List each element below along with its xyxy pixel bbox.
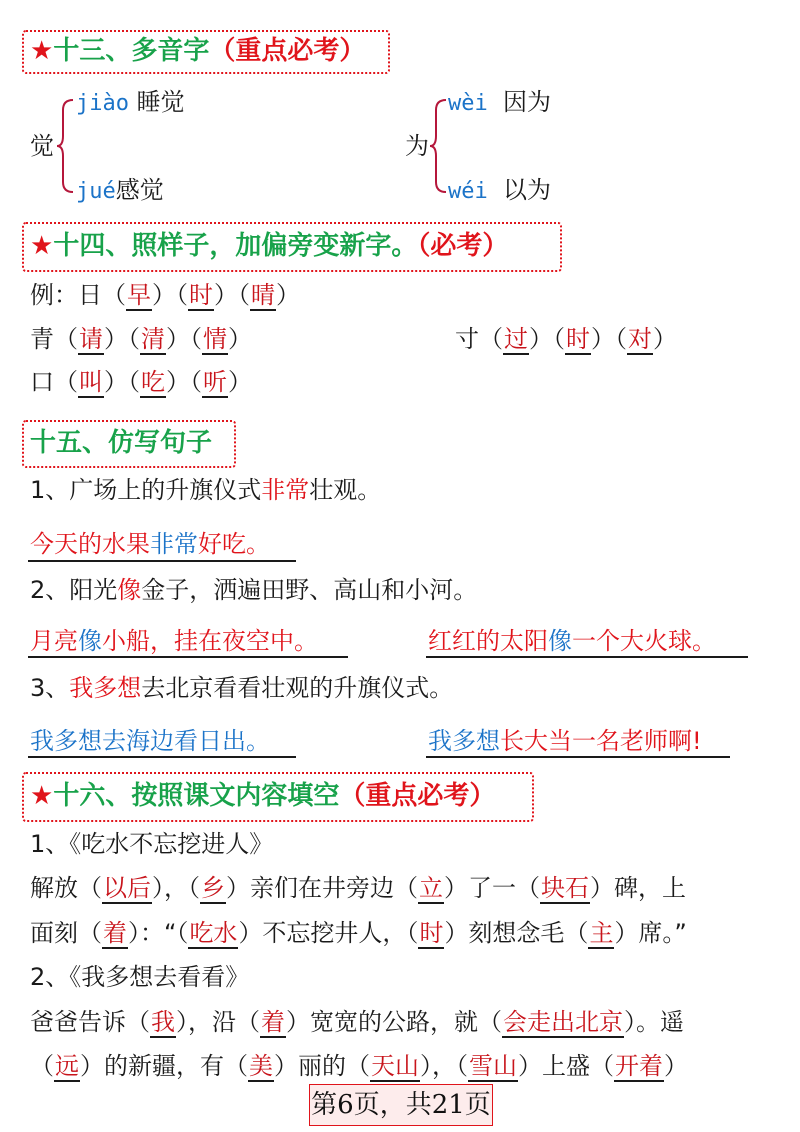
answer-underline: [426, 656, 748, 658]
answer-underline: [28, 656, 348, 658]
q2-answer-1: 月亮像小船，挂在夜空中。: [30, 627, 318, 655]
section-14-title: ★十四、照样子，加偏旁变新字。（必考）: [30, 231, 509, 261]
section-15-title: 十五、仿写句子: [30, 428, 213, 458]
q2-sentence: 2、阳光像金子，洒遍田野、高山和小河。: [30, 576, 478, 604]
reading-wei2: wéi 以为: [448, 176, 552, 204]
brace-wei: [428, 96, 448, 196]
q1-answer: 今天的水果非常好吃。: [30, 530, 270, 558]
polyphone-char-wei: 为: [405, 132, 429, 160]
star-icon: ★: [30, 36, 54, 66]
reading-jiao: jiào 睡觉: [76, 88, 185, 116]
passage-2-line-1: 爸爸告诉（我），沿（着）宽宽的公路，就（会走出北京）。遥: [30, 1008, 684, 1036]
passage-2-line-2: （远）的新疆，有（美）丽的（天山），（雪山）上盛（开着）: [30, 1052, 688, 1080]
polyphone-char-jue: 觉: [30, 132, 54, 160]
radical-row-cun: 寸（过）（时）（对）: [455, 325, 677, 353]
brace-jue: [55, 96, 75, 196]
q3-answer-2: 我多想长大当一名老师啊!: [428, 727, 702, 755]
star-icon: ★: [30, 781, 54, 811]
passage-1-title: 1、《吃水不忘挖进人》: [30, 830, 274, 858]
passage-2-title: 2、《我多想去看看》: [30, 963, 250, 991]
section-13-title: ★十三、多音字（重点必考）: [30, 36, 366, 66]
q3-sentence: 3、我多想去北京看看壮观的升旗仪式。: [30, 674, 454, 702]
reading-jue: jué感觉: [76, 176, 164, 204]
answer-underline: [28, 560, 296, 562]
q1-sentence: 1、广场上的升旗仪式非常壮观。: [30, 476, 382, 504]
passage-1-line-1: 解放（以后），（乡）亲们在井旁边（立）了一（块石）碑，上: [30, 874, 686, 902]
passage-1-line-2: 面刻（着）：“（吃水）不忘挖井人，（时）刻想念毛（主）席。”: [30, 919, 687, 947]
q3-answer-1: 我多想去海边看日出。: [30, 727, 270, 755]
q2-answer-2: 红红的太阳像一个大火球。: [428, 627, 716, 655]
section-16-title: ★十六、按照课文内容填空（重点必考）: [30, 781, 496, 811]
answer-underline: [426, 756, 730, 758]
radical-row-kou: 口（叫）（吃）（听）: [30, 368, 252, 396]
reading-wei4: wèi 因为: [448, 88, 552, 116]
answer-underline: [28, 756, 296, 758]
radical-row-qing: 青（请）（清）（情）: [30, 325, 252, 353]
page-number: 第6页，共21页: [309, 1084, 493, 1126]
star-icon: ★: [30, 231, 54, 261]
example-row: 例：日（早）（时）（晴）: [30, 281, 300, 309]
